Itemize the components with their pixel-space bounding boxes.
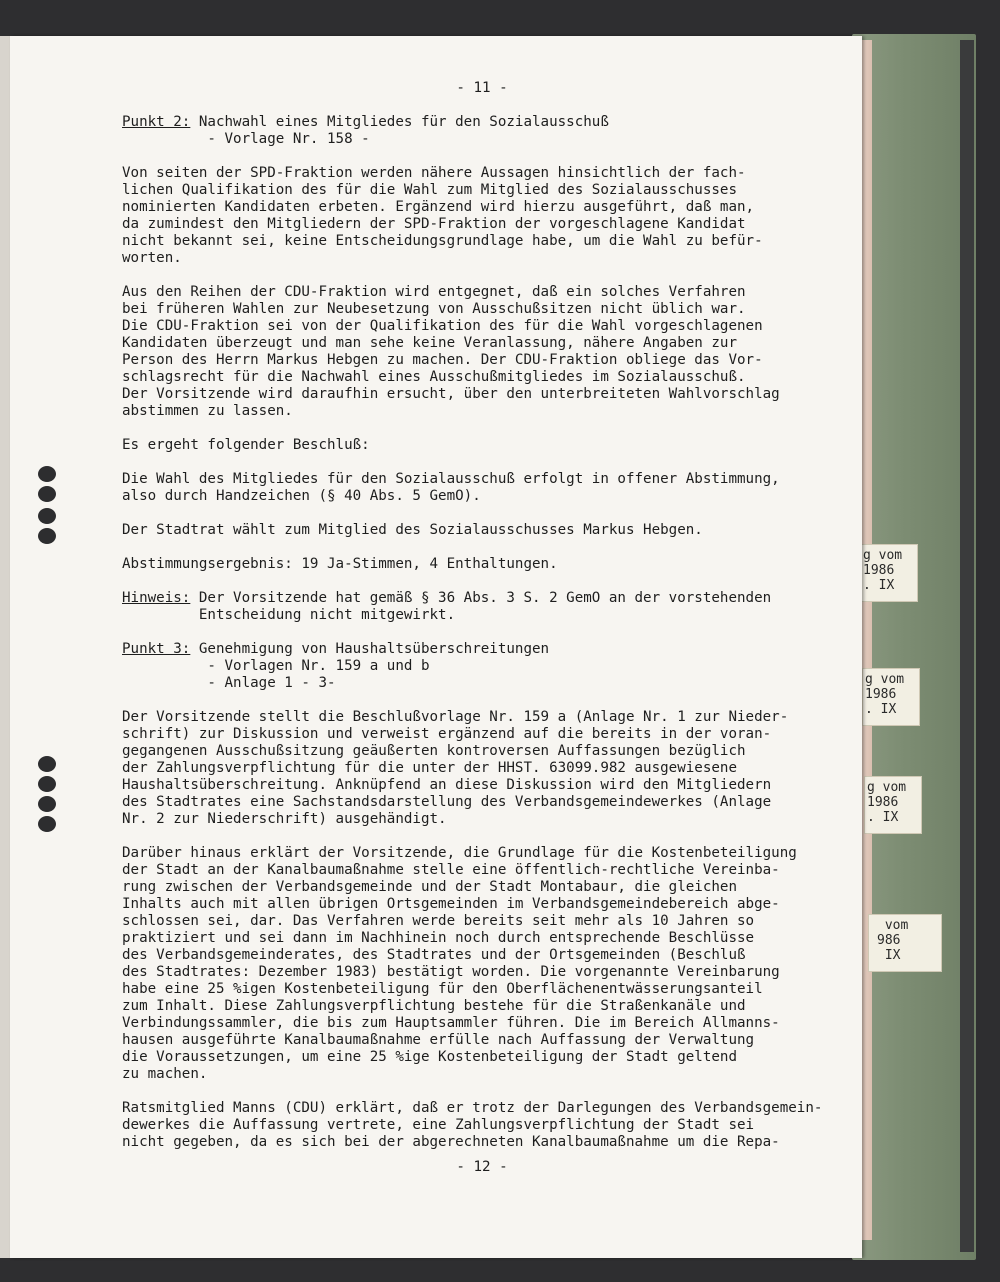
para2-line: Der Vorsitzende wird daraufhin ersucht, über den unterbreiteten Wahlvorschlag [122,386,780,402]
stadtrat-decision: Der Stadtrat wählt zum Mitglied des Sozialausschusses Markus Hebgen. [122,522,703,538]
punkt-3-heading [122,641,842,658]
hinweis-line-2: Entscheidung nicht mitgewirkt. [122,607,456,623]
para2-line: Person des Herrn Markus Hebgen zu machen. Der CDU-Fraktion obliege das Vor- [122,352,763,368]
previous-page-edge [0,36,10,1258]
punkt-3-title: Genehmigung von Haushaltsüberschreitungen [190,641,550,657]
para1-line: Von seiten der SPD-Fraktion werden nähere Aussagen hinsichtlich der fach- [122,165,746,181]
index-tab-4: vom 986 IX [868,914,942,972]
punkt-3-vorlagen: - Vorlagen Nr. 159 a und b [122,658,430,674]
hinweis-text: Der Vorsitzende hat gemäß § 36 Abs. 3 S. 2 GemO an der vorstehenden [190,590,772,606]
punkt-2-vorlage: - Vorlage Nr. 158 - [122,131,370,147]
beschluss-line: Die Wahl des Mitgliedes für den Sozialausschuß erfolgt in offener Abstimmung, [122,471,780,487]
beschluss-line: also durch Handzeichen (§ 40 Abs. 5 GemO). [122,488,481,504]
para4-line: habe eine 25 %igen Kostenbeteiligung für den Oberflächenentwässerungsanteil [122,981,763,997]
punch-hole [38,816,56,832]
para1-line: lichen Qualifikation des für die Wahl zum Mitglied des Sozialausschusses [122,182,737,198]
document-text [122,80,842,1176]
para5-line: Ratsmitglied Manns (CDU) erklärt, daß er trotz der Darlegungen des Verbandsgemein- [122,1100,823,1116]
para3-line: Der Vorsitzende stellt die Beschlußvorlage Nr. 159 a (Anlage Nr. 1 zur Nieder- [122,709,789,725]
punkt-3-label: Punkt 3: [122,641,191,657]
para1-line: nominierten Kandidaten erbeten. Ergänzend wird hierzu ausgeführt, daß man, [122,199,755,215]
para3-line: schrift) zur Diskussion und verweist ergänzend auf die bereits in der voran- [122,726,772,742]
page-number-top: - 11 - [456,80,508,96]
para4-line: Inhalts auch mit allen übrigen Ortsgemeinden im Verbandsgemeindebereich abge- [122,896,780,912]
punkt-2-label: Punkt 2: [122,114,191,130]
index-tab-2: g vom 1986 . IX [862,668,920,726]
punch-hole [38,756,56,772]
para2-line: Die CDU-Fraktion sei von der Qualifikation des für die Wahl vorgeschlagenen [122,318,763,334]
para3-line: Haushaltsüberschreitung. Anknüpfend an diese Diskussion wird den Mitgliedern [122,777,772,793]
para3-line: Nr. 2 zur Niederschrift) ausgehändigt. [122,811,447,827]
para4-line: rung zwischen der Verbandsgemeinde und der Stadt Montabaur, die gleichen [122,879,737,895]
para4-line: des Verbandsgemeinderates, des Stadtrates und der Ortsgemeinden (Beschluß [122,947,746,963]
page-number-bottom: - 12 - [456,1159,508,1175]
punkt-2-title: Nachwahl eines Mitgliedes für den Sozialausschuß [190,114,609,130]
para4-line: Darüber hinaus erklärt der Vorsitzende, die Grundlage für die Kostenbeteiligung [122,845,797,861]
para4-line: des Stadtrates: Dezember 1983) bestätigt worden. Die vorgenannte Vereinbarung [122,964,780,980]
para2-line: bei früheren Wahlen zur Neubesetzung von Ausschußsitzen nicht üblich war. [122,301,746,317]
para2-line: Kandidaten überzeugt und man sehe keine Veranlassung, nähere Angaben zur [122,335,737,351]
punch-hole [38,776,56,792]
para2-line: schlagsrecht für die Nachwahl eines Ausschußmitgliedes im Sozialausschuß. [122,369,746,385]
para4-line: die Voraussetzungen, um eine 25 %ige Kostenbeteiligung der Stadt geltend [122,1049,737,1065]
para1-line: nicht bekannt sei, keine Entscheidungsgrundlage habe, um die Wahl zu befür- [122,233,763,249]
binder-spine [960,40,974,1252]
para5-line: nicht gegeben, da es sich bei der abgerechneten Kanalbaumaßnahme um die Repa- [122,1134,780,1150]
beschluss-intro: Es ergeht folgender Beschluß: [122,437,370,453]
index-tab-1: g vom 1986 . IX [860,544,918,602]
para2-line: Aus den Reihen der CDU-Fraktion wird entgegnet, daß ein solches Verfahren [122,284,746,300]
punch-hole [38,796,56,812]
para4-line: zum Inhalt. Diese Zahlungsverpflichtung bestehe für die Straßenkanäle und [122,998,746,1014]
para4-line: zu machen. [122,1066,208,1082]
para4-line: schlossen sei, dar. Das Verfahren werde bereits seit mehr als 10 Jahren so [122,913,755,929]
hinweis-line-1 [122,590,842,607]
index-tab-3: g vom 1986 . IX [864,776,922,834]
para1-line: worten. [122,250,182,266]
para3-line: der Zahlungsverpflichtung für die unter der HHST. 63099.982 ausgewiesene [122,760,737,776]
hinweis-label: Hinweis: [122,590,191,606]
punch-hole [38,486,56,502]
punch-hole [38,466,56,482]
para2-line: abstimmen zu lassen. [122,403,293,419]
punch-hole [38,508,56,524]
punkt-2-heading [122,114,842,131]
punch-hole [38,528,56,544]
para4-line: der Stadt an der Kanalbaumaßnahme stelle eine öffentlich-rechtliche Vereinba- [122,862,780,878]
para3-line: gegangenen Ausschußsitzung geäußerten kontroversen Auffassungen bezüglich [122,743,746,759]
punkt-3-anlage: - Anlage 1 - 3- [122,675,336,691]
para4-line: praktiziert und sei dann im Nachhinein noch durch entsprechende Beschlüsse [122,930,755,946]
abstimmungsergebnis: Abstimmungsergebnis: 19 Ja-Stimmen, 4 Enthaltungen. [122,556,558,572]
para1-line: da zumindest den Mitgliedern der SPD-Fraktion der vorgeschlagene Kandidat [122,216,746,232]
para4-line: hausen ausgeführte Kanalbaumaßnahme erfülle nach Auffassung der Verwaltung [122,1032,755,1048]
para4-line: Verbindungssammler, die bis zum Hauptsammler führen. Die im Bereich Allmanns- [122,1015,780,1031]
para5-line: dewerkes die Auffassung vertrete, eine Zahlungsverpflichtung der Stadt sei [122,1117,755,1133]
para3-line: des Stadtrates eine Sachstandsdarstellung des Verbandsgemeindewerkes (Anlage [122,794,772,810]
